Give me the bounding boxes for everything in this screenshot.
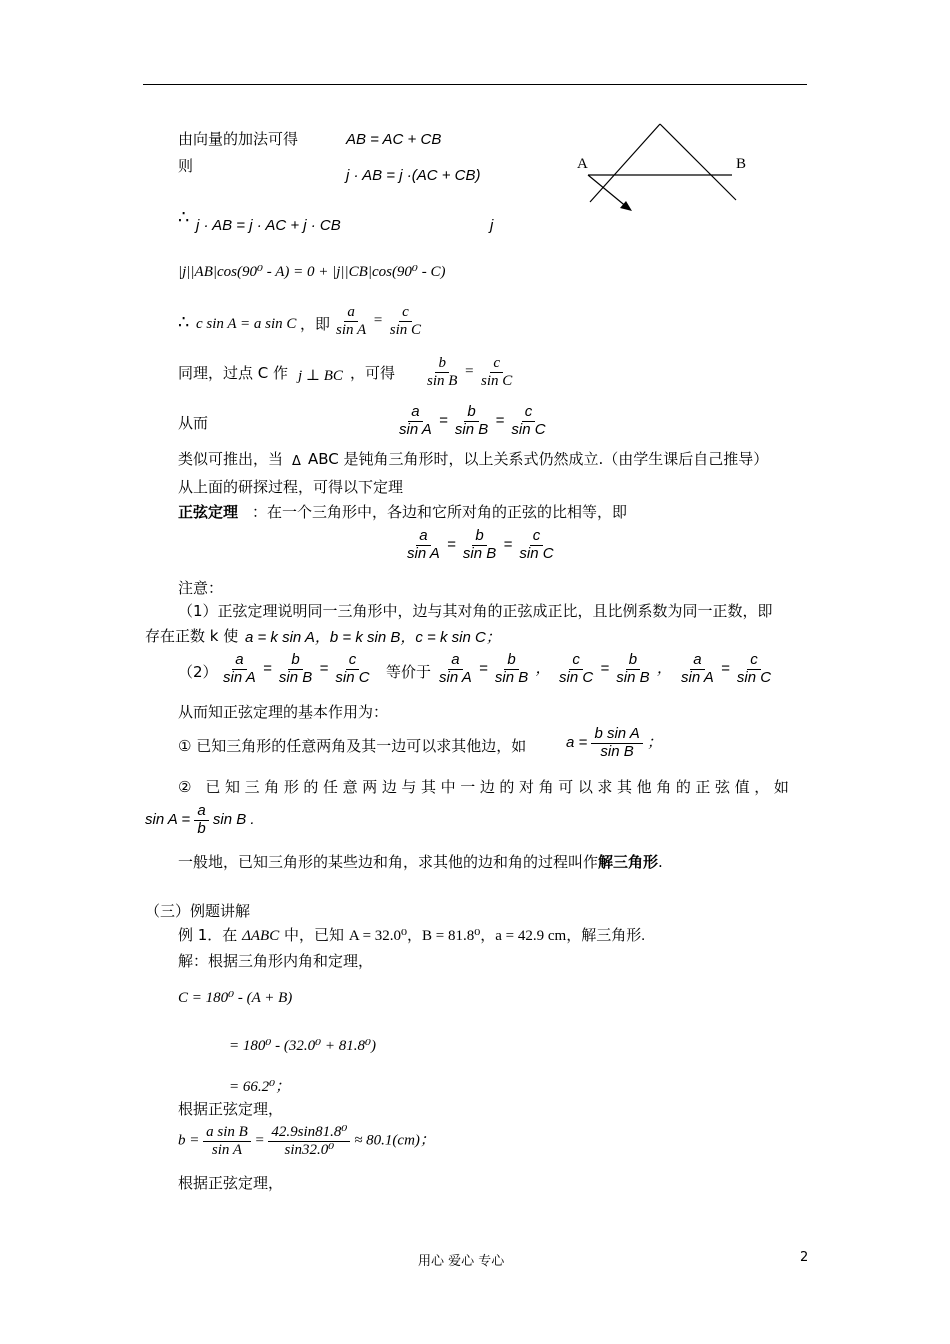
fraction-group-1: $\frac{a}{\text{sin A}}$ = $\frac{c}{\text{sin C}}$ (333, 304, 424, 338)
ex-1-c: 中，已知 (284, 926, 345, 944)
equation-1: AB = AC + CB (346, 131, 442, 148)
use-1-formula (566, 726, 662, 760)
pair-ac: $\frac{a}{\text{sin A}}$ = $\frac{c}{\text{sin C}}$ (678, 652, 774, 686)
frac-den: sin C (511, 420, 546, 438)
frac-den: sin32.0⁰ (284, 1141, 335, 1158)
frac-den: sin B (462, 544, 497, 562)
calc-b-lhs: b = (178, 1132, 200, 1149)
frac-den: sin B (427, 372, 458, 389)
text-equivalent: 等价于 (386, 663, 432, 681)
frac-num: a sin B (203, 1124, 251, 1142)
frac-den: sin B (494, 668, 529, 686)
equation-4: |j||AB|cos(90⁰ - A) = 0 + |j||CB|cos(90⁰ - C) (178, 264, 446, 280)
delta-symbol: Δ (292, 454, 301, 469)
frac-num: c (530, 528, 544, 546)
frac-num: 42.9sin81.8⁰ (268, 1124, 350, 1142)
page-number: 2 (800, 1250, 809, 1265)
frac-num: a (232, 652, 246, 670)
frac-num: c (399, 304, 412, 322)
text-obtain: ，可得 (350, 364, 396, 382)
comma: ， (535, 658, 551, 677)
section-examples: （三）例题讲解 (145, 902, 251, 920)
sine-law-2: $\frac{a}{\text{sin A}}$ = $\frac{b}{\text{sin B}}$ = $\frac{c}{\text{sin C}}$ (404, 528, 557, 562)
frac-den: sin A (681, 668, 714, 686)
frac-den: sin B (600, 742, 634, 760)
frac-num: a (344, 304, 358, 322)
text-thus: 从而 (178, 414, 209, 432)
frac-num: b (626, 652, 640, 670)
frac-den: b (197, 819, 206, 837)
text-similar-1: 类似可推出，当 (178, 450, 284, 468)
frac-den: sin C (736, 668, 772, 686)
calc-b-rhs: ≈ 80.1(cm)； (354, 1132, 435, 1149)
text-general (178, 851, 663, 872)
frac-num: c (569, 652, 583, 670)
use-2-rhs: sin B . (212, 810, 255, 828)
equation-5: c sin A = a sin C (196, 316, 297, 332)
text-use-1: ① 已知三角形的任意两角及其一边可以求其他边，如 (178, 737, 527, 755)
frac-num: a (416, 528, 430, 546)
frac-num: b sin A (591, 726, 642, 744)
equation-3: j · AB = j · AC + j · CB (196, 217, 341, 234)
text-use-2: ② 已知三角形的任意两边与其中一边的对角可以求其他角的正弦值，如 (178, 778, 794, 796)
frac-den: sin A (211, 1141, 243, 1158)
use-1-lhs: a = (566, 733, 588, 751)
text-note-1b: 存在正数 k 使 (145, 627, 239, 645)
j-perp-bc: j ⊥ BC (298, 368, 343, 384)
frac-num: b (504, 652, 518, 670)
therefore-2: ∴ (178, 312, 190, 333)
frac-den: sin A (336, 321, 367, 338)
theorem-text: ：在一个三角形中，各边和它所对角的正弦的比相等，即 (252, 503, 628, 521)
use-2-lhs: sin A = (145, 810, 191, 828)
note-1-equation: a = k sin A，b = k sin B，c = k sin C； (245, 629, 501, 646)
text-similarly: 同理，过点 C 作 (178, 364, 289, 382)
label-b: B (736, 156, 747, 172)
frac-num: a (448, 652, 462, 670)
pair-ab: $\frac{a}{\text{sin A}}$ = $\frac{b}{\text{sin B}}$ ， (436, 652, 550, 686)
triangle-diagram (570, 120, 760, 220)
text-vector-add: 由向量的加法可得 (178, 130, 299, 148)
calc-b-eq: = (254, 1132, 265, 1149)
frac-num: c (747, 652, 761, 670)
ex-1-a: 例 1．在 (178, 926, 238, 944)
frac-den: sin A (407, 544, 440, 562)
calc-c-2: = 180⁰ - (32.0⁰ + 81.8⁰) (229, 1038, 377, 1054)
label-a: A (577, 156, 588, 172)
sine-law-1: $\frac{a}{\text{sin A}}$ = $\frac{b}{\text{sin B}}$ = $\frac{c}{\text{sin C}}$ (396, 404, 549, 438)
frac-den: sin C (335, 668, 370, 686)
frac-num: b (464, 404, 478, 422)
fraction-group-2: $\frac{b}{\text{sin B}}$ = $\frac{c}{\text{sin C}}$ (424, 355, 515, 389)
frac-num: c (346, 652, 360, 670)
frac-den: sin C (559, 668, 594, 686)
j-label: j (490, 217, 494, 234)
sine-law-3: $\frac{a}{\text{sin A}}$ = $\frac{b}{\text{sin B}}$ = $\frac{c}{\text{sin C}}$ (220, 652, 373, 686)
text-ie: ，即 (300, 315, 331, 333)
frac-den: sin C (519, 544, 554, 562)
frac-num: c (490, 355, 503, 373)
text-similar-2: ABC 是钝角三角形时，以上关系式仍然成立.（由学生课后自己推导） (308, 450, 769, 468)
text-note: 注意： (178, 579, 224, 597)
frac-num: a (194, 803, 208, 821)
semicolon: ； (646, 732, 662, 751)
frac-den: sin B (454, 420, 489, 438)
frac-num: c (522, 404, 536, 422)
theorem-label: 正弦定理 (178, 503, 239, 521)
frac-num: b (472, 528, 486, 546)
calc-b (178, 1124, 435, 1158)
text-solution: 解：根据三角形内角和定理， (178, 952, 374, 970)
frac-den: sin A (223, 668, 256, 686)
text-from: 从上面的研探过程，可得以下定理 (178, 478, 404, 496)
general-term: 解三角形 (598, 853, 659, 871)
frac-den: sin A (439, 668, 472, 686)
frac-num: a (408, 404, 422, 422)
text-then: 则 (178, 157, 194, 175)
example-1 (178, 924, 645, 945)
equation-2: j · AB = j ·(AC + CB) (346, 167, 481, 184)
frac-den: sin C (481, 372, 513, 389)
text-basic-role: 从而知正弦定理的基本作用为： (178, 703, 389, 721)
frac-den: sin C (389, 321, 422, 338)
general-end: . (658, 853, 663, 871)
pair-cb: $\frac{c}{\text{sin C}}$ = $\frac{b}{\text{sin B}}$ ， (556, 652, 672, 686)
text-note-2: （2） (178, 663, 218, 681)
use-2-formula (145, 803, 255, 837)
footer-text: 用心 爱心 专心 (418, 1254, 505, 1269)
frac-num: a (690, 652, 704, 670)
frac-den: sin A (399, 420, 432, 438)
text-by-sine-2: 根据正弦定理， (178, 1174, 284, 1192)
frac-den: sin B (278, 668, 313, 686)
frac-num: b (288, 652, 302, 670)
frac-den: sin B (616, 668, 650, 686)
ex-1-triangle: ΔABC (242, 928, 280, 944)
frac-num: b (435, 355, 449, 373)
general-1: 一般地，已知三角形的某些边和角，求其他的边和角的过程叫作 (178, 853, 599, 871)
comma: ， (656, 658, 672, 677)
therefore-1: ∴ (178, 207, 190, 228)
calc-c-3: = 66.2⁰； (229, 1079, 291, 1095)
text-note-1a: （1）正弦定理说明同一三角形中，边与其对角的正弦成正比，且比例系数为同一正数，即 (178, 602, 773, 620)
text-by-sine-1: 根据正弦定理， (178, 1100, 284, 1118)
ex-1-values: A = 32.0⁰，B = 81.8⁰，a = 42.9 cm，解三角形. (348, 928, 645, 944)
header-rule (143, 84, 807, 85)
calc-c-1: C = 180⁰ - (A + B) (178, 990, 293, 1006)
